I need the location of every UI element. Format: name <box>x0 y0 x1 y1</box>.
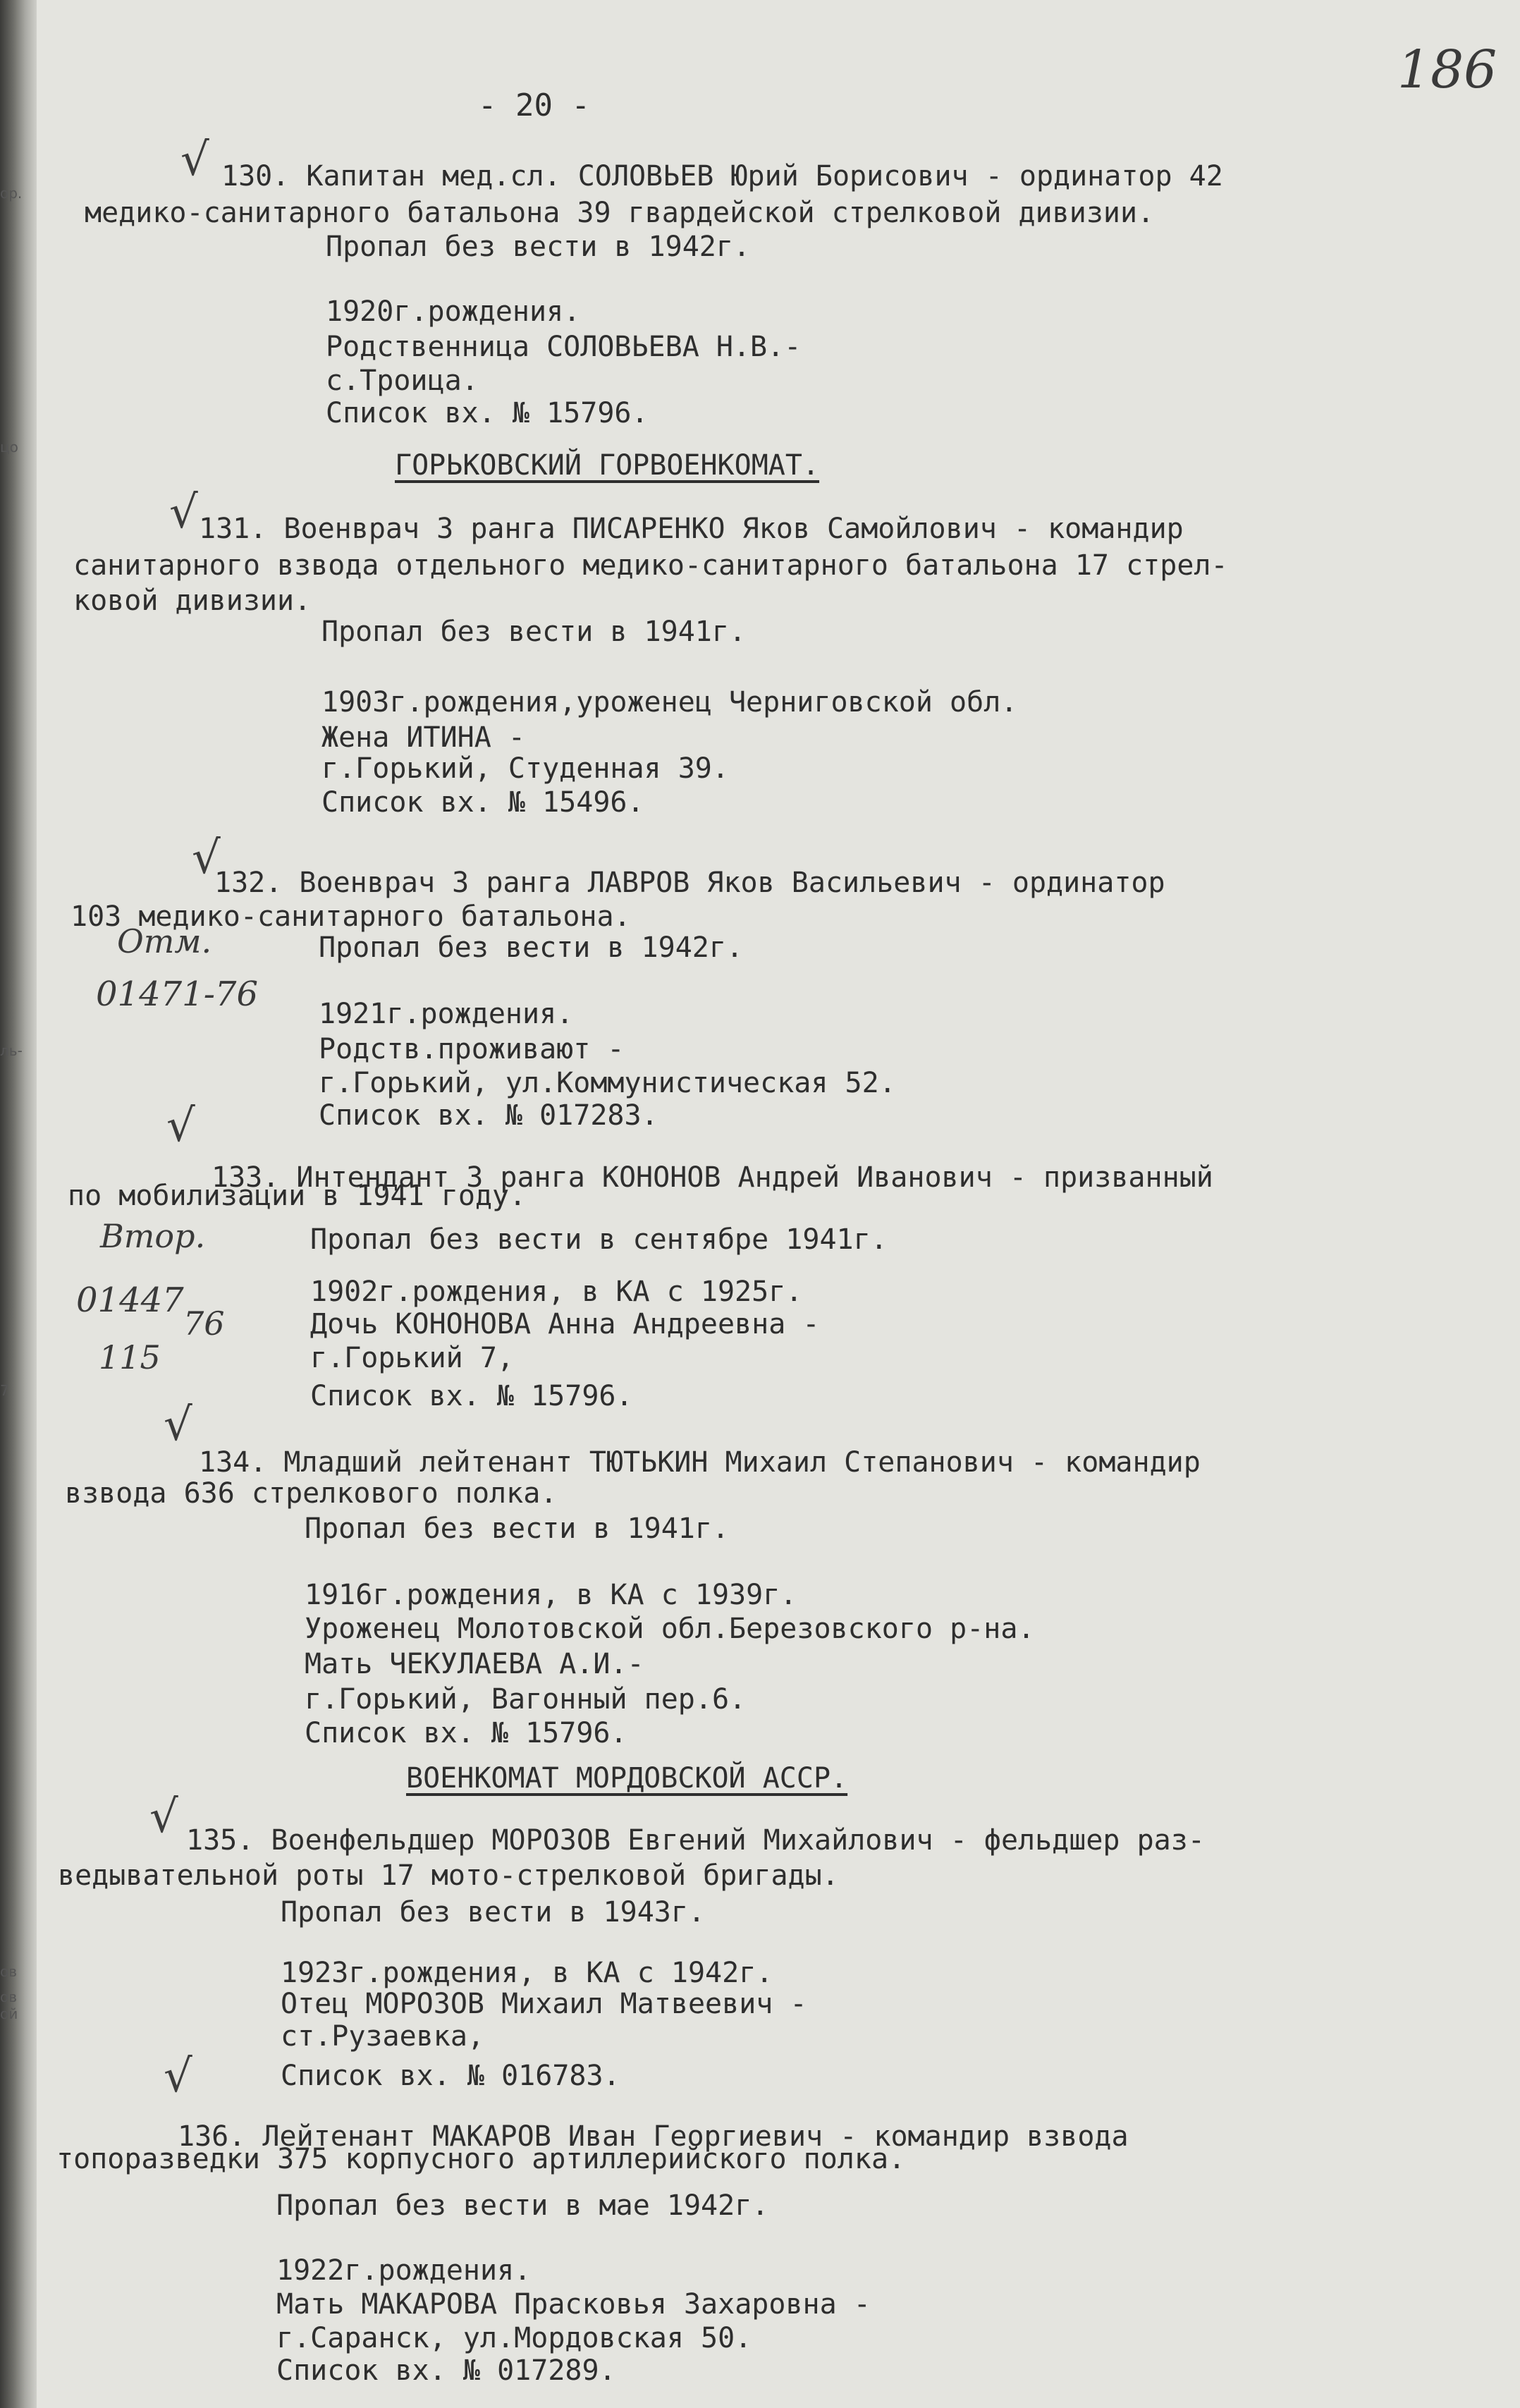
checkmark-icon: √ <box>164 2051 192 2103</box>
checkmark-icon: √ <box>166 1100 195 1152</box>
entry-line: 130. Капитан мед.сл. СОЛОВЬЕВ Юрий Борисович - ординатор 42 <box>221 160 1223 192</box>
entry-line: Мать МАКАРОВА Прасковья Захаровна - <box>276 2288 871 2321</box>
entry-line: медико-санитарного батальона 39 гвардейской стрелковой дивизии. <box>85 197 1155 229</box>
handwritten-note: 01471-76 <box>96 974 258 1014</box>
page-number: - 20 - <box>478 87 590 123</box>
handwritten-note: 115 <box>99 1338 161 1376</box>
entry-line: Пропал без вести в сентябре 1941г. <box>310 1223 888 1256</box>
entry-line: Список вх. № 15796. <box>310 1380 633 1412</box>
entry-line: Пропал без вести в 1943г. <box>281 1896 706 1929</box>
section-heading-mordovia: ВОЕНКОМАТ МОРДОВСКОЙ АССР. <box>406 1762 848 1795</box>
entry-line: Дочь КОНОНОВА Анна Андреевна - <box>310 1308 820 1340</box>
entry-line: г.Горький 7, <box>310 1342 514 1374</box>
entry-line: 133. Интендант 3 ранга КОНОНОВ Андрей Иванович - призванный <box>212 1161 1213 1194</box>
section-heading-gorky: ГОРЬКОВСКИЙ ГОРВОЕНКОМАТ. <box>395 449 820 482</box>
entry-line: 1921г.рождения. <box>319 998 574 1030</box>
entry-line: 131. Военврач 3 ранга ПИСАРЕНКО Яков Самойлович - командир <box>199 513 1184 545</box>
entry-line: Список вх. № 017289. <box>276 2354 616 2387</box>
entry-line: Пропал без вести в 1942г. <box>319 931 744 964</box>
checkmark-icon: √ <box>149 1791 178 1843</box>
entry-line: г.Горький, Студенная 39. <box>321 752 729 785</box>
entry-line: ведывательной роты 17 мото-стрелковой бригады. <box>58 1859 839 1892</box>
entry-line: 136. Лейтенант МАКАРОВ Иван Георгиевич - командир взвода <box>178 2120 1129 2153</box>
entry-line: 132. Военврач 3 ранга ЛАВРОВ Яков Васильевич - ординатор <box>214 867 1165 899</box>
handwritten-note: 76 <box>183 1304 225 1343</box>
entry-line: Список вх. № 016783. <box>281 2060 620 2092</box>
entry-line: взвода 636 стрелкового полка. <box>65 1477 558 1510</box>
entry-line: 135. Военфельдшер МОРОЗОВ Евгений Михайлович - фельдшер раз- <box>186 1824 1205 1857</box>
entry-line: Список вх. № 15496. <box>321 786 644 819</box>
entry-line: Отец МОРОЗОВ Михаил Матвеевич - <box>281 1988 807 2020</box>
entry-line: Пропал без вести в 1941г. <box>305 1512 730 1545</box>
entry-line: по мобилизации в 1941 году. <box>68 1180 527 1212</box>
entry-line: г.Горький, Вагонный пер.6. <box>305 1683 747 1716</box>
side-fragment: ор. <box>0 185 23 202</box>
entry-line: Список вх. № 15796. <box>326 397 649 429</box>
entry-line: Пропал без вести в мае 1942г. <box>276 2189 769 2222</box>
side-fragment: ой <box>0 2005 18 2022</box>
checkmark-icon: √ <box>164 1399 192 1451</box>
binding-edge <box>0 0 37 2408</box>
entry-line: Родственница СОЛОВЬЕВА Н.В.- <box>326 331 802 363</box>
entry-line: г.Горький, ул.Коммунистическая 52. <box>319 1067 896 1099</box>
entry-line: 134. Младший лейтенант ТЮТЬКИН Михаил Степанович - командир <box>199 1446 1201 1479</box>
entry-line: топоразведки 375 корпусного артиллерийского полка. <box>56 2143 906 2175</box>
entry-line: 1903г.рождения,уроженец Черниговской обл. <box>321 686 1018 719</box>
side-fragment: 7 <box>0 1382 9 1399</box>
archive-page-number: 186 <box>1397 39 1497 100</box>
entry-line: Мать ЧЕКУЛАЕВА А.И.- <box>305 1648 644 1680</box>
entry-line: Родств.проживают - <box>319 1033 625 1065</box>
entry-line: 1916г.рождения, в КА с 1939г. <box>305 1579 797 1611</box>
handwritten-note: Отм. <box>117 922 212 960</box>
entry-line: ковой дивизии. <box>73 585 312 617</box>
entry-line: Список вх. № 15796. <box>305 1717 627 1749</box>
entry-line: Пропал без вести в 1942г. <box>326 231 751 263</box>
checkmark-icon: √ <box>180 134 209 186</box>
handwritten-note: 01447 <box>76 1281 184 1320</box>
entry-line: 1902г.рождения, в КА с 1925г. <box>310 1276 803 1308</box>
entry-line: Жена ИТИНА - <box>321 721 525 754</box>
entry-line: 1922г.рождения. <box>276 2254 532 2287</box>
entry-line: с.Троица. <box>326 365 479 397</box>
entry-line: Пропал без вести в 1941г. <box>321 616 747 648</box>
side-fragment: ль- <box>0 1042 23 1059</box>
entry-line: ст.Рузаевка, <box>281 2020 484 2053</box>
checkmark-icon: √ <box>192 832 221 884</box>
checkmark-icon: √ <box>169 487 198 539</box>
entry-line: 1920г.рождения. <box>326 295 581 328</box>
entry-line: 103 медико-санитарного батальона. <box>71 900 631 933</box>
entry-line: 1923г.рождения, в КА с 1942г. <box>281 1957 773 1989</box>
entry-line: санитарного взвода отдельного медико-санитарного батальона 17 стрел- <box>73 549 1228 582</box>
side-fragment: ов <box>0 1988 18 2005</box>
entry-line: г.Саранск, ул.Мордовская 50. <box>276 2322 752 2354</box>
side-fragment: ов <box>0 1963 18 1980</box>
handwritten-note: Втор. <box>100 1217 206 1255</box>
side-fragment: цо <box>0 439 18 456</box>
entry-line: Уроженец Молотовской обл.Березовского р-на. <box>305 1613 1035 1645</box>
entry-line: Список вх. № 017283. <box>319 1099 658 1132</box>
